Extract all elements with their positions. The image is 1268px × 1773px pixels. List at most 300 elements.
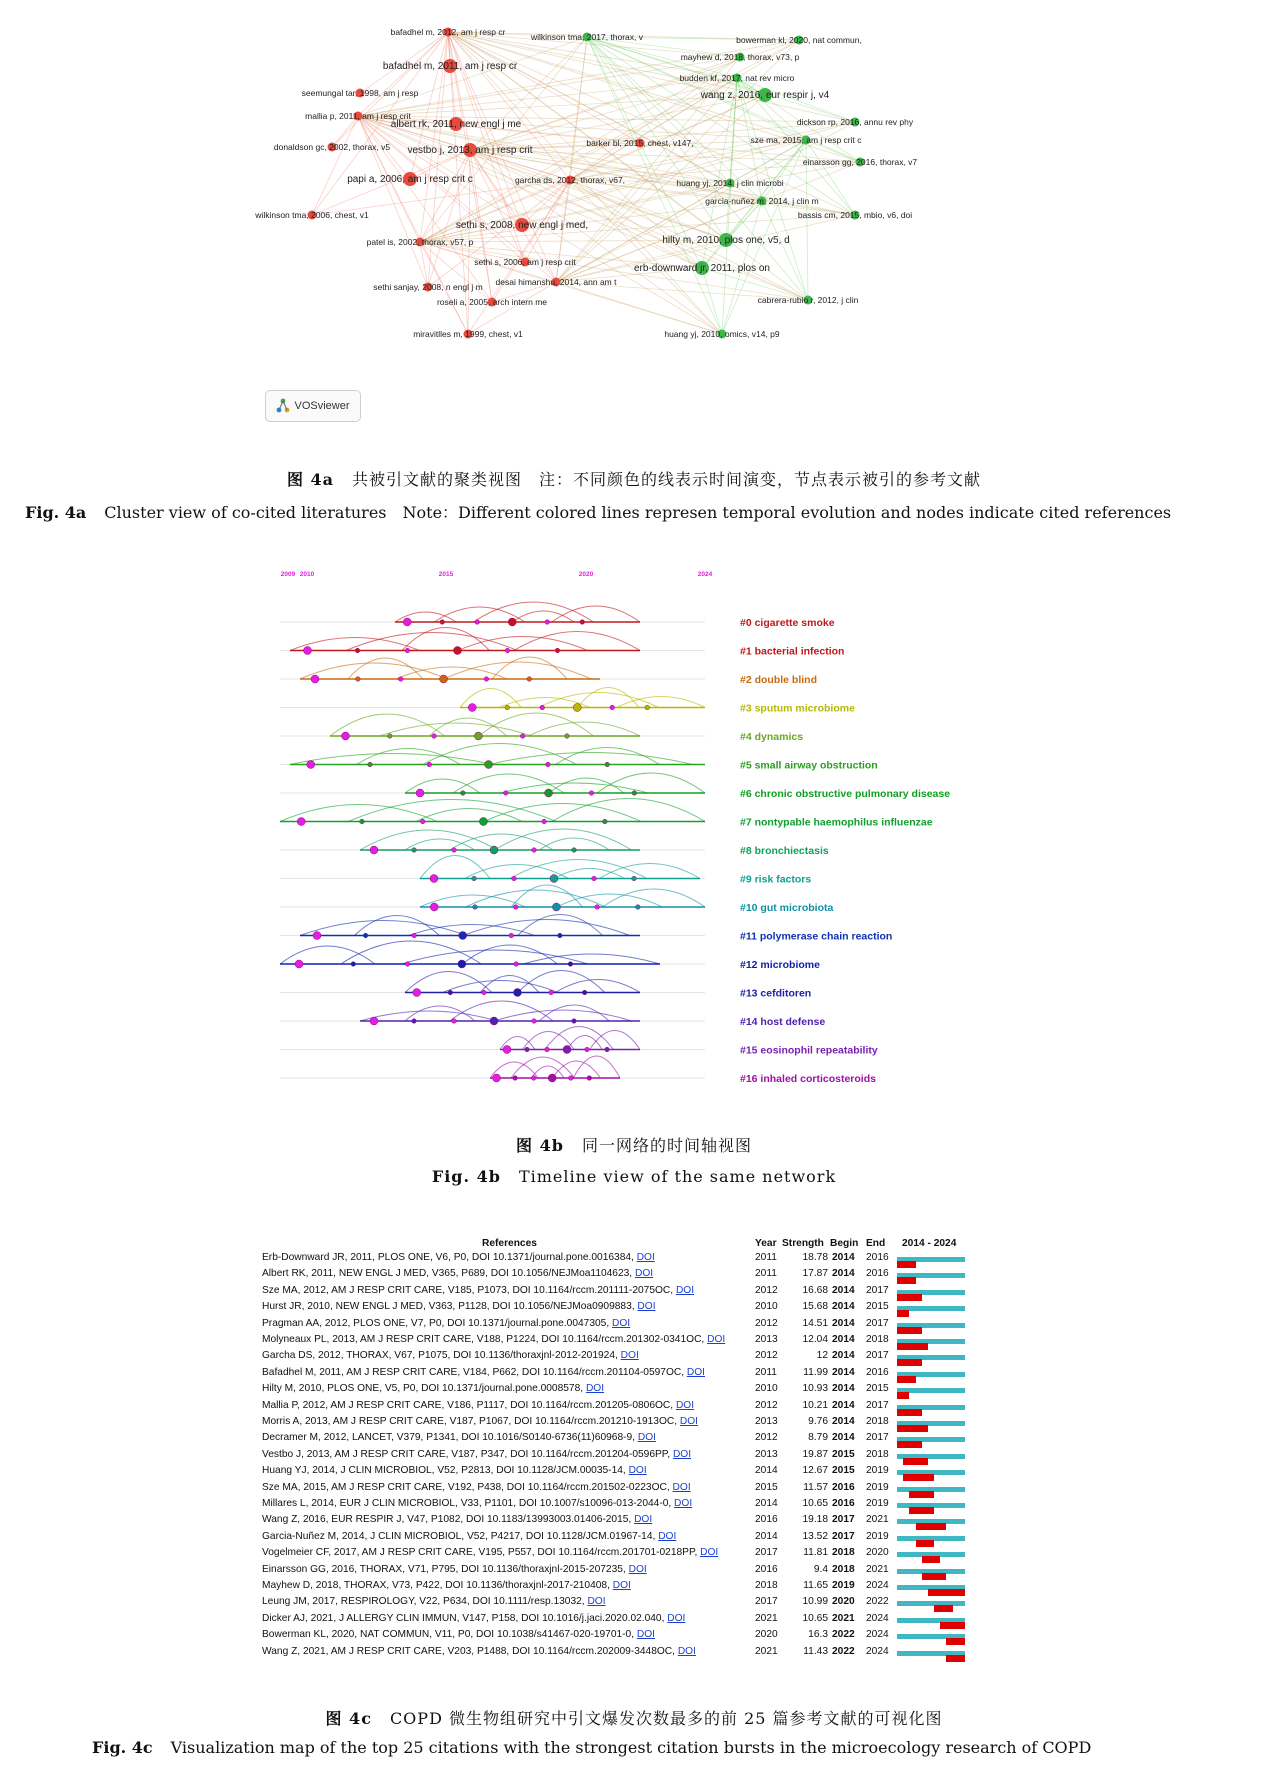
burst-end: 2024 — [866, 1580, 889, 1591]
doi-link[interactable]: DOI — [674, 1498, 693, 1509]
timeline-node — [370, 1017, 378, 1025]
timeline-node — [582, 990, 587, 995]
timeline-arc — [489, 753, 692, 765]
network-node-label: albert rk, 2011, new engl j me — [390, 119, 522, 130]
burst-strength: 12 — [816, 1350, 828, 1362]
burst-end: 2016 — [866, 1366, 889, 1378]
timeline-row — [280, 713, 705, 740]
timeline-arc — [444, 662, 591, 679]
doi-link[interactable]: DOI — [672, 1448, 692, 1460]
burst-begin: 2020 — [832, 1596, 855, 1608]
timeline-node — [572, 848, 577, 853]
doi-link[interactable]: DOI — [612, 1580, 631, 1591]
burst-row — [262, 1285, 982, 1301]
doi-link[interactable]: DOI — [658, 1530, 677, 1542]
timeline-node — [505, 648, 510, 653]
timeline-node — [448, 990, 453, 995]
timeline-node — [472, 876, 477, 881]
reference-year: 2017 — [755, 1596, 778, 1608]
burst-segment — [897, 1409, 922, 1416]
reference-text — [262, 1613, 685, 1624]
network-node-label: bassis cm, 2015, mbio, v6, doi — [797, 210, 913, 220]
reference-text — [262, 1629, 655, 1640]
doi-link[interactable]: DOI — [637, 1301, 656, 1313]
timeline-node — [474, 732, 482, 740]
timeline-node — [482, 990, 487, 995]
timeline-node — [490, 1017, 498, 1025]
burst-end: 2018 — [866, 1416, 889, 1427]
timeline-node — [592, 876, 597, 881]
timeline-row — [280, 1056, 705, 1082]
reference-citation: Mayhew D, 2018, THORAX, V73, P422, DOI 10.1136/thoraxjnl-2017-210408, — [262, 1580, 613, 1591]
burst-end: 2024 — [866, 1629, 889, 1641]
reference-citation: Huang YJ, 2014, J CLIN MICROBIOL, V52, P2813, DOI 10.1128/JCM.00035-14, — [262, 1465, 629, 1477]
timeline-arc — [405, 1006, 475, 1021]
burst-row — [262, 1252, 982, 1268]
timeline-node — [412, 1019, 417, 1024]
reference-text — [262, 1252, 655, 1263]
burst-strength: 17.87 — [802, 1268, 828, 1280]
burst-segment — [928, 1589, 965, 1596]
timeline-arc — [538, 693, 658, 708]
burst-end: 2016 — [866, 1252, 889, 1263]
reference-text — [262, 1482, 691, 1493]
timeline-row — [280, 915, 705, 940]
timeline-node — [485, 761, 493, 769]
network-node-label: papi a, 2006, am j resp crit c — [347, 174, 473, 185]
timeline-node — [573, 704, 581, 712]
burst-segment — [897, 1294, 922, 1301]
burst-timeline-bar — [897, 1388, 965, 1393]
burst-strength: 8.79 — [808, 1432, 828, 1444]
burst-begin: 2014 — [832, 1252, 855, 1263]
burst-end: 2015 — [866, 1301, 889, 1313]
reference-year: 2011 — [755, 1268, 777, 1280]
burst-strength: 11.65 — [803, 1580, 828, 1591]
burst-strength: 14.51 — [802, 1317, 828, 1329]
timeline-rows — [280, 602, 705, 1082]
timeline-node — [420, 819, 425, 824]
timeline-arc — [405, 779, 480, 793]
network-node-label: wang z, 2016, eur respir j, v4 — [700, 90, 830, 101]
network-node-label: hilty m, 2010, plos one, v5, d — [662, 235, 790, 246]
burst-segment — [903, 1474, 934, 1481]
timeline-arc — [458, 637, 588, 651]
burst-segment — [897, 1261, 916, 1268]
timeline-node — [440, 620, 445, 625]
doi-link[interactable]: DOI — [585, 1383, 605, 1395]
reference-year: 2018 — [755, 1580, 778, 1591]
network-node-label: sze ma, 2015, am j resp crit c — [750, 135, 862, 145]
reference-citation: Vestbo J, 2013, AM J RESP CRIT CARE, V187, P347, DOI 10.1164/rccm.201204-0596PP, — [262, 1448, 673, 1460]
fig4c-caption-en-text: Visualization map of the top 25 citations with the strongest citation bursts in the microecology research of COPD — [170, 1738, 1092, 1757]
year-tick-label: 2024 — [697, 571, 713, 578]
timeline-arc — [360, 1011, 497, 1021]
timeline-node — [452, 848, 457, 853]
burst-end: 2017 — [866, 1284, 889, 1296]
burst-end: 2019 — [866, 1530, 889, 1542]
reference-citation: Sze MA, 2012, AM J RESP CRIT CARE, V185, P1073, DOI 10.1164/rccm.201111-2075OC, — [262, 1284, 676, 1296]
timeline-node — [430, 903, 438, 911]
timeline-node — [311, 675, 319, 683]
doi-link[interactable]: DOI — [636, 1629, 655, 1641]
burst-begin: 2014 — [832, 1334, 855, 1345]
reference-year: 2012 — [755, 1399, 778, 1411]
burst-begin: 2014 — [832, 1284, 855, 1296]
doi-link[interactable]: DOI — [612, 1317, 631, 1329]
reference-text — [262, 1449, 691, 1460]
doi-link[interactable]: DOI — [634, 1514, 653, 1526]
reference-year: 2012 — [755, 1284, 778, 1296]
network-node-label: dickson rp, 2016, annu rev phy — [796, 117, 914, 127]
timeline-arc — [492, 657, 567, 679]
burst-end: 2017 — [866, 1432, 889, 1444]
reference-text — [262, 1564, 647, 1575]
burst-row — [262, 1547, 982, 1563]
burst-strength: 16.3 — [808, 1629, 828, 1641]
timeline-arc — [518, 915, 603, 936]
reference-text — [262, 1367, 705, 1378]
timeline-arc — [443, 981, 558, 993]
cluster-label: #12 microbiome — [740, 959, 820, 971]
timeline-node — [605, 1047, 610, 1052]
burst-strength: 10.99 — [802, 1596, 828, 1608]
timeline-node — [468, 704, 476, 712]
network-node-label: garcha ds, 2012, thorax, v67, — [514, 175, 626, 185]
network-node-label: erb-downward jr, 2011, plos on — [633, 263, 771, 274]
reference-text — [262, 1547, 718, 1558]
reference-citation: Hilty M, 2010, PLOS ONE, V5, P0, DOI 10.1371/journal.pone.0008578, — [262, 1383, 586, 1395]
burst-timeline-bar — [897, 1585, 965, 1590]
reference-citation: Decramer M, 2012, LANCET, V379, P1341, DOI 10.1016/S0140-6736(11)60968-9, — [262, 1432, 638, 1444]
network-node-label: sethi s, 2008, new engl j med, — [455, 220, 589, 231]
burst-segment — [897, 1441, 922, 1448]
burst-timeline-bar — [897, 1487, 965, 1492]
cluster-label: #0 cigarette smoke — [740, 617, 835, 629]
network-node-label: bafadhel m, 2012, am j resp cr — [390, 27, 506, 37]
network-link — [722, 78, 737, 334]
network-node-label: bafadhel m, 2011, am j resp cr — [382, 61, 518, 72]
timeline-node — [403, 618, 411, 626]
reference-citation: Morris A, 2013, AM J RESP CRIT CARE, V187, P1067, DOI 10.1164/rccm.201210-1913OC, — [262, 1416, 680, 1427]
burst-segment — [946, 1655, 965, 1662]
timeline-node — [452, 1019, 457, 1024]
burst-timeline-bar — [897, 1519, 965, 1524]
burst-strength: 10.65 — [802, 1498, 828, 1509]
timeline-arc — [300, 921, 467, 936]
reference-year: 2013 — [755, 1416, 778, 1427]
fig4b-caption-en — [0, 1167, 1268, 1186]
timeline-node — [503, 1046, 511, 1054]
burst-segment — [897, 1277, 916, 1284]
network-link — [556, 37, 587, 282]
burst-timeline-bar — [897, 1372, 965, 1377]
burst-row — [262, 1318, 982, 1334]
doi-link[interactable]: DOI — [667, 1612, 686, 1624]
timeline-arc — [402, 950, 588, 964]
burst-end: 2019 — [866, 1481, 889, 1493]
timeline-row — [280, 657, 705, 683]
timeline-node — [473, 905, 478, 910]
reference-citation: Pragman AA, 2012, PLOS ONE, V7, P0, DOI 10.1371/journal.pone.0047305, — [262, 1317, 612, 1329]
cluster-label: #14 host defense — [740, 1016, 826, 1028]
burst-end: 2021 — [866, 1514, 889, 1526]
burst-strength: 12.67 — [802, 1465, 828, 1477]
doi-link[interactable]: DOI — [628, 1465, 647, 1477]
burst-strength: 11.99 — [803, 1366, 828, 1378]
timeline-node — [610, 705, 615, 710]
timeline-node — [484, 677, 489, 682]
reference-citation: Dicker AJ, 2021, J ALLERGY CLIN IMMUN, V147, P158, DOI 10.1016/j.jaci.2020.02.040, — [262, 1612, 668, 1624]
timeline-row — [280, 1001, 705, 1025]
reference-year: 2013 — [755, 1334, 778, 1345]
timeline-arc — [356, 749, 460, 765]
network-node-label: wilkinson tma, 2017, thorax, v — [531, 32, 643, 42]
burst-strength: 13.52 — [802, 1530, 828, 1542]
timeline-node — [565, 734, 570, 739]
timeline-node — [580, 620, 585, 625]
timeline-arc — [552, 799, 705, 822]
burst-row — [262, 1301, 982, 1317]
reference-citation: Millares L, 2014, EUR J CLIN MICROBIOL, V33, P1101, DOI 10.1007/s10096-013-2044-0, — [262, 1498, 675, 1509]
reference-year: 2012 — [755, 1317, 778, 1329]
burst-end: 2015 — [866, 1383, 889, 1395]
reference-text — [262, 1383, 604, 1394]
timeline-arc — [346, 633, 518, 651]
reference-year: 2016 — [755, 1563, 778, 1575]
burst-timeline-bar — [897, 1454, 965, 1459]
cluster-label: #3 sputum microbiome — [740, 702, 855, 715]
burst-row — [262, 1498, 982, 1514]
network-link — [420, 183, 730, 242]
burst-end: 2017 — [866, 1317, 889, 1329]
burst-begin: 2017 — [832, 1514, 855, 1526]
timeline-node — [632, 876, 637, 881]
doi-link[interactable]: DOI — [675, 1284, 695, 1296]
reference-citation: Bowerman KL, 2020, NAT COMMUN, V11, P0, DOI 10.1038/s41467-020-19701-0, — [262, 1629, 637, 1641]
burst-row — [262, 1334, 982, 1350]
burst-segment — [903, 1458, 928, 1465]
network-link — [312, 116, 358, 215]
network-node-label: desai himanshu, 2014, ann am t — [495, 277, 617, 287]
timeline-row — [280, 773, 705, 797]
burst-timeline-bar — [897, 1618, 965, 1623]
timeline-row — [280, 602, 705, 626]
burst-begin: 2015 — [832, 1448, 855, 1460]
timeline-node — [432, 734, 437, 739]
reference-year: 2015 — [755, 1481, 778, 1493]
burst-segment — [897, 1425, 928, 1432]
burst-end: 2019 — [866, 1465, 889, 1477]
reference-citation: Sze MA, 2015, AM J RESP CRIT CARE, V192, P438, DOI 10.1164/rccm.201502-0223OC, — [262, 1481, 673, 1493]
network-link — [556, 240, 726, 282]
burst-strength: 9.4 — [813, 1563, 828, 1575]
burst-timeline-bar — [897, 1634, 965, 1639]
timeline-node — [568, 962, 573, 967]
burst-timeline-bar — [897, 1503, 965, 1508]
network-node-label: einarsson gg, 2016, thorax, v7 — [802, 157, 918, 167]
cluster-label: #13 cefditoren — [740, 987, 812, 1000]
burst-timeline-bar — [897, 1536, 965, 1541]
reference-citation: Erb-Downward JR, 2011, PLOS ONE, V6, P0, DOI 10.1371/journal.pone.0016384, — [262, 1252, 637, 1263]
timeline-node — [454, 647, 462, 655]
doi-link[interactable]: DOI — [679, 1416, 699, 1427]
reference-text — [262, 1416, 698, 1427]
timeline-node — [545, 789, 553, 797]
timeline-node — [546, 762, 551, 767]
timeline-row — [280, 1027, 705, 1054]
burst-begin: 2022 — [832, 1645, 855, 1657]
timeline-node — [542, 819, 547, 824]
year-tick-label: 2010 — [299, 571, 315, 578]
doi-link[interactable]: DOI — [620, 1350, 639, 1362]
burst-segment — [946, 1638, 965, 1645]
burst-row — [262, 1432, 982, 1448]
timeline-node — [558, 933, 563, 938]
burst-end: 2020 — [866, 1547, 889, 1559]
fig4a-caption-en-label: Fig. 4a — [25, 503, 87, 522]
reference-year: 2017 — [755, 1547, 778, 1559]
burst-segment — [897, 1359, 922, 1366]
burst-end: 2024 — [866, 1612, 889, 1624]
reference-year: 2012 — [755, 1432, 778, 1444]
burst-row — [262, 1531, 982, 1547]
burst-timeline-bar — [897, 1323, 965, 1328]
burst-row — [262, 1465, 982, 1481]
timeline-node — [545, 620, 550, 625]
timeline-node — [398, 677, 403, 682]
reference-year: 2014 — [755, 1498, 778, 1509]
burst-end: 2018 — [866, 1334, 889, 1345]
network-link — [420, 242, 428, 287]
burst-segment — [897, 1310, 909, 1317]
burst-end: 2024 — [866, 1645, 889, 1657]
timeline-node — [508, 618, 516, 626]
timeline-node — [555, 648, 560, 653]
reference-text — [262, 1531, 676, 1542]
timeline-node — [645, 705, 650, 710]
timeline-arc — [380, 723, 532, 736]
burst-strength: 10.21 — [802, 1399, 828, 1411]
header-references: References — [482, 1238, 537, 1249]
timeline-arc — [597, 773, 705, 793]
burst-row — [262, 1449, 982, 1465]
timeline-node — [540, 705, 545, 710]
burst-segment — [897, 1343, 928, 1350]
reference-year: 2016 — [755, 1514, 778, 1526]
reference-citation: Hurst JR, 2010, NEW ENGL J MED, V363, P1128, DOI 10.1056/NEJMoa0909883, — [262, 1301, 638, 1313]
reference-citation: Bafadhel M, 2011, AM J RESP CRIT CARE, V184, P662, DOI 10.1164/rccm.201104-0597OC, — [262, 1366, 687, 1378]
burst-timeline-bar — [897, 1552, 965, 1557]
doi-link[interactable]: DOI — [686, 1366, 706, 1378]
burst-row — [262, 1400, 982, 1416]
timeline-node — [368, 762, 373, 767]
fig4c-caption-cn-text: COPD 微生物组研究中引文爆发次数最多的前 25 篇参考文献的可视化图 — [389, 1709, 943, 1728]
doi-link[interactable]: DOI — [675, 1399, 695, 1411]
timeline-arc — [450, 834, 554, 850]
fig4c-caption-cn — [0, 1706, 1268, 1729]
doi-link[interactable]: DOI — [587, 1596, 606, 1608]
burst-row — [262, 1416, 982, 1432]
doi-link[interactable]: DOI — [707, 1334, 726, 1345]
cluster-label: #8 bronchiectasis — [740, 845, 829, 857]
burst-end: 2016 — [866, 1268, 889, 1280]
fig4c-caption-cn-label: 图 4c — [325, 1709, 372, 1728]
timeline-node — [589, 791, 594, 796]
timeline-arc — [280, 946, 375, 964]
burst-row — [262, 1613, 982, 1629]
burst-strength: 12.04 — [802, 1334, 828, 1345]
timeline-row — [280, 941, 705, 968]
vosviewer-logo-icon — [276, 398, 290, 414]
header-strength: Strength — [782, 1238, 824, 1249]
fig4b-caption-cn — [0, 1133, 1268, 1156]
network-node-label: cabrera-rubio r, 2012, j clin — [757, 295, 859, 305]
timeline-node — [632, 791, 637, 796]
timeline-node — [370, 846, 378, 854]
reference-text — [262, 1285, 694, 1296]
timeline-node — [307, 761, 315, 769]
burst-begin: 2014 — [832, 1399, 855, 1411]
burst-segment — [897, 1327, 922, 1334]
doi-link[interactable]: DOI — [634, 1268, 654, 1280]
burst-begin: 2017 — [832, 1530, 855, 1542]
network-node-label: mayhew d, 2018, thorax, v73, p — [680, 52, 800, 62]
timeline-node — [532, 1019, 537, 1024]
timeline-arc — [510, 860, 647, 879]
network-node-label: vestbo j, 2013, am j resp crit — [407, 145, 533, 156]
reference-citation: Garcha DS, 2012, THORAX, V67, P1075, DOI 10.1136/thoraxjnl-2012-201924, — [262, 1350, 621, 1362]
reference-citation: Mallia P, 2012, AM J RESP CRIT CARE, V186, P1117, DOI 10.1164/rccm.201205-0806OC, — [262, 1399, 676, 1411]
burst-begin: 2016 — [832, 1498, 855, 1509]
burst-timeline-bar — [897, 1569, 965, 1574]
burst-begin: 2014 — [832, 1301, 855, 1313]
doi-link[interactable]: DOI — [637, 1432, 656, 1444]
timeline-arc — [348, 800, 556, 822]
burst-timeline-bar — [897, 1421, 965, 1426]
cluster-label: #15 eosinophil repeatability — [740, 1044, 878, 1057]
reference-text — [262, 1301, 656, 1312]
year-tick-label: 2015 — [438, 571, 454, 578]
network-link — [358, 32, 448, 116]
reference-text — [262, 1350, 639, 1361]
doi-link[interactable]: DOI — [628, 1563, 647, 1575]
timeline-arc — [420, 856, 490, 879]
doi-link[interactable]: DOI — [672, 1481, 691, 1493]
timeline-node — [549, 990, 554, 995]
timeline-node — [459, 932, 467, 940]
doi-link[interactable]: DOI — [700, 1547, 719, 1559]
timeline-node — [531, 1076, 536, 1081]
burst-strength: 11.81 — [803, 1547, 828, 1559]
burst-row — [262, 1564, 982, 1580]
burst-strength: 11.43 — [803, 1645, 828, 1657]
cluster-label: #16 inhaled corticosteroids — [740, 1073, 876, 1085]
doi-link[interactable]: DOI — [677, 1645, 696, 1657]
reference-year: 2013 — [755, 1448, 778, 1460]
network-node-label: huang yj, 2010, omics, v14, p9 — [664, 329, 780, 339]
reference-citation: Vogelmeier CF, 2017, AM J RESP CRIT CARE, V195, P557, DOI 10.1164/rccm.201701-0218PP, — [262, 1547, 701, 1559]
reference-citation: Garcia-Nuñez M, 2014, J CLIN MICROBIOL, V52, P4217, DOI 10.1128/JCM.01967-14, — [262, 1530, 659, 1542]
burst-strength: 16.68 — [802, 1284, 828, 1296]
doi-link[interactable]: DOI — [636, 1252, 655, 1263]
timeline-node — [513, 905, 518, 910]
reference-year: 2011 — [755, 1366, 777, 1378]
reference-text — [262, 1334, 725, 1345]
timeline-row — [280, 744, 705, 769]
burst-segment — [934, 1605, 953, 1612]
reference-year: 2010 — [755, 1383, 778, 1395]
